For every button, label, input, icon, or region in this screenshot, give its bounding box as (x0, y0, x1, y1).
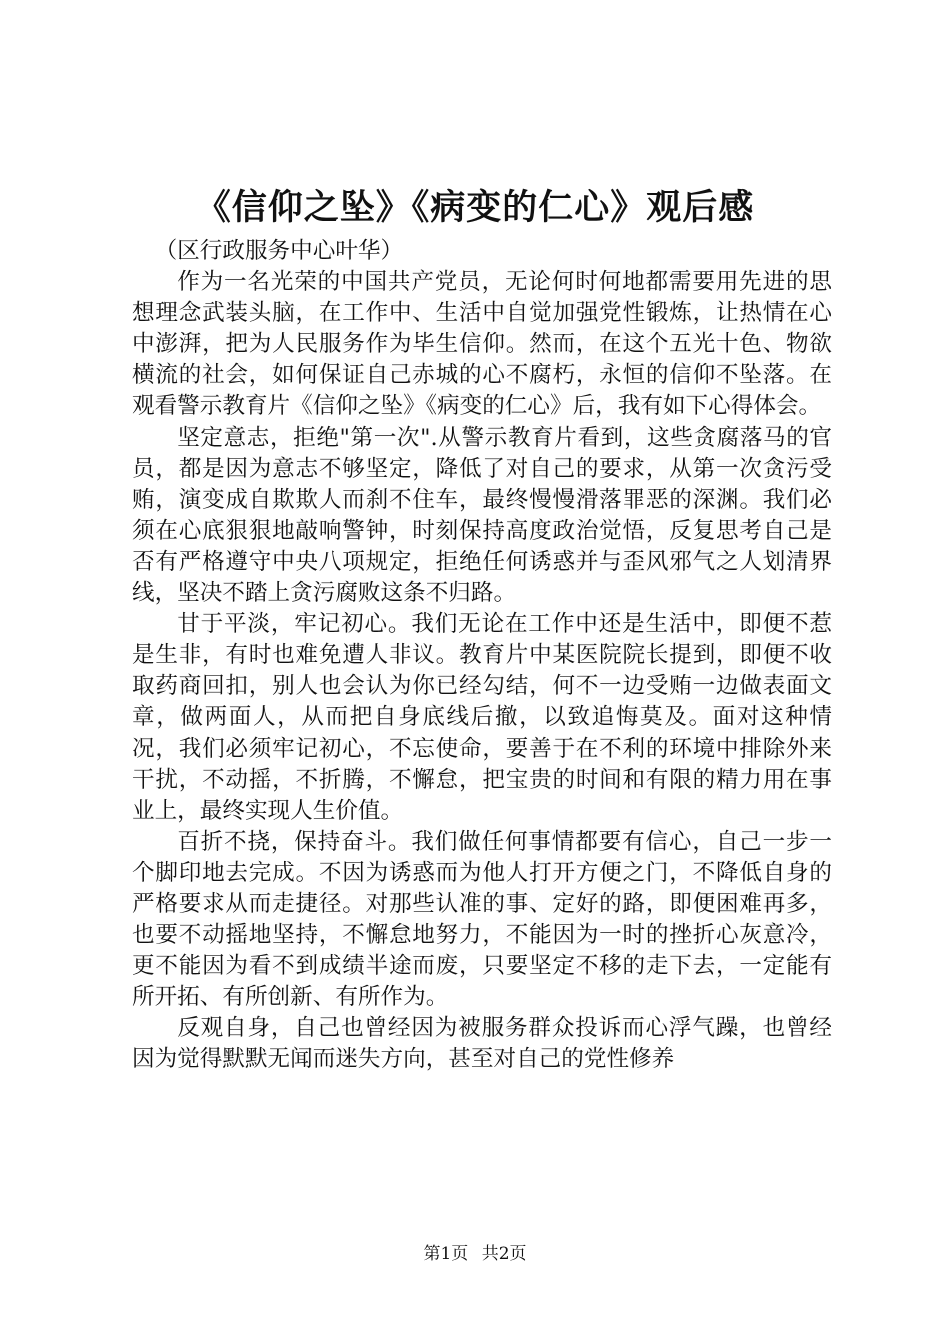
document-body (132, 236, 832, 1076)
paragraph: 作为一名光荣的中国共产党员，无论何时何地都需要用先进的思想理念武装头脑，在工作中、生活中自觉加强党性锻炼，让热情在心中澎湃，把为人民服务作为毕生信仰。然而，在这个五光十色、物欲横流的社会，如何保证自己赤城的心不腐朽，永恒的信仰不坠落。在观看警示教育片《信仰之坠》《病变的仁心》后，我有如下心得体会。 (132, 269, 832, 420)
author-line: （区行政服务中心叶华） (154, 238, 404, 264)
paragraph: 反观自身，自己也曾经因为被服务群众投诉而心浮气躁，也曾经因为觉得默默无闻而迷失方向，甚至对自己的党性修养 (132, 1015, 832, 1073)
paragraph: 坚定意志，拒绝"第一次".从警示教育片看到，这些贪腐落马的官员，都是因为意志不够坚定，降低了对自己的要求，从第一次贪污受贿，演变成自欺欺人而刹不住车，最终慢慢滑落罪恶的深渊。我们必须在心底狠狠地敲响警钟，时刻保持高度政治觉悟，反复思考自己是否有严格遵守中央八项规定，拒绝任何诱惑并与歪风邪气之人划清界线，坚决不踏上贪污腐败这条不归路。 (132, 424, 832, 607)
paragraph: 百折不挠，保持奋斗。我们做任何事情都要有信心，自己一步一个脚印地去完成。不因为诱惑而为他人打开方便之门，不降低自身的严格要求从而走捷径。对那些认准的事、定好的路，即便困难再多，也要不动摇地坚持，不懈怠地努力，不能因为一时的挫折心灰意冷，更不能因为看不到成绩半途而废，只要坚定不移的走下去，一定能有所开拓、有所创新、有所作为。 (132, 828, 832, 1011)
page-number: 第1页 (423, 1244, 469, 1264)
document-title: 《信仰之坠》《病变的仁心》观后感 (195, 188, 755, 228)
page-total: 共2页 (481, 1244, 527, 1264)
page-footer (0, 1242, 950, 1266)
paragraph: 甘于平淡，牢记初心。我们无论在工作中还是生活中，即便不惹是生非，有时也难免遭人非议。教育片中某医院院长提到，即便不收取药商回扣，别人也会认为你已经勾结，何不一边受贿一边做表面文章，做两面人，从而把自身底线后撤，以致追悔莫及。面对这种情况，我们必须牢记初心，不忘使命，要善于在不利的环境中排除外来干扰，不动摇，不折腾，不懈怠，把宝贵的时间和有限的精力用在事业上，最终实现人生价值。 (132, 611, 832, 824)
